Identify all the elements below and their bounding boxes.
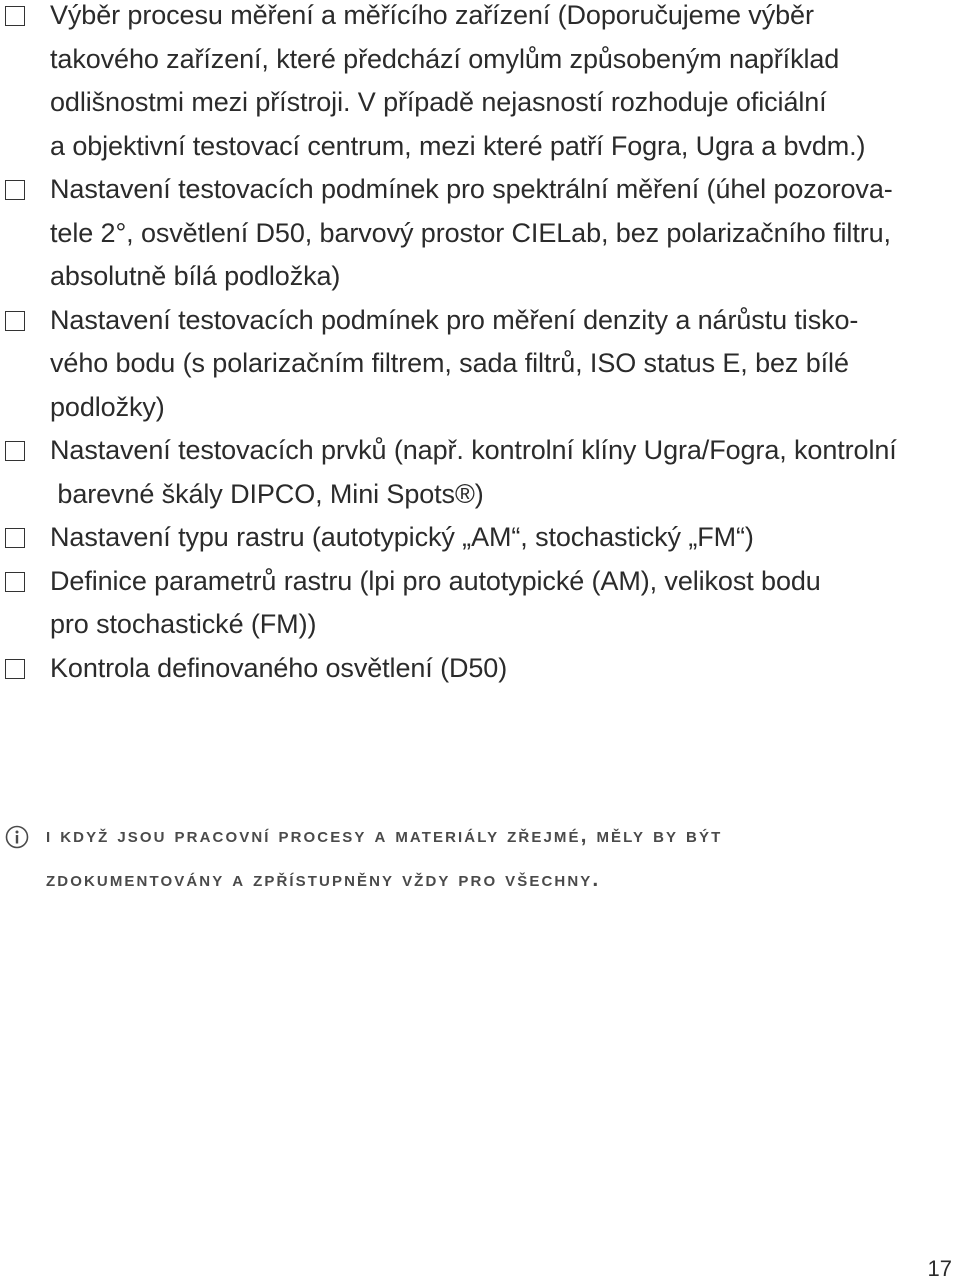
checkbox[interactable] (5, 528, 25, 548)
checkbox[interactable] (5, 572, 25, 592)
checklist-item (0, 560, 960, 647)
item-text-line: Nastavení testovacích podmínek pro měření denzity a nárůstu tisko- (50, 304, 859, 335)
item-text-line: Kontrola definovaného osvětlení (D50) (50, 652, 508, 683)
item-text-line: a objektivní testovací centrum, mezi které patří Fogra, Ugra a bvdm.) (50, 130, 866, 161)
checklist-item (0, 0, 960, 168)
item-text-line: barevné škály DIPCO, Mini Spots®) (50, 478, 484, 509)
checkbox[interactable] (5, 659, 25, 679)
item-text-line: Výběr procesu měření a měřícího zařízení (Doporučujeme výběr (50, 0, 814, 30)
note-text-line: zdokumentovány a zpřístupněny vždy pro všechny. (46, 868, 601, 891)
item-text-line: absolutně bílá podložka) (50, 261, 341, 291)
item-text-line: Nastavení testovacích prvků (např. kontrolní klíny Ugra/Fogra, kontrolní (50, 435, 897, 465)
checkbox[interactable] (5, 311, 25, 331)
checkbox[interactable] (5, 180, 25, 200)
item-text-line: takového zařízení, které předchází omylům způsobeným například (50, 43, 840, 74)
item-text-line: Nastavení testovacích podmínek pro spektrální měření (úhel pozorova- (50, 174, 893, 204)
checklist-item (0, 516, 960, 560)
item-text-line: Definice parametrů rastru (lpi pro autotypické (AM), velikost bodu (50, 565, 821, 596)
checkbox[interactable] (5, 6, 25, 26)
checklist-item (0, 429, 960, 516)
item-text-line: podložky) (50, 391, 165, 422)
item-text-line: pro stochastické (FM)) (50, 609, 317, 639)
checklist-item (0, 647, 960, 691)
info-icon (5, 825, 29, 849)
checkbox[interactable] (5, 441, 25, 461)
page-number: 17 (927, 1256, 952, 1281)
item-text-line: Nastavení typu rastru (autotypický „AM“, stochastický „FM“) (50, 522, 754, 552)
note-text-line: i když jsou pracovní procesy a materiály zřejmé, měly by být (46, 824, 723, 847)
checklist-item (0, 168, 960, 299)
item-text-line: tele 2°, osvětlení D50, barvový prostor CIELab, bez polarizačního filtru, (50, 217, 891, 248)
item-text-line: odlišnostmi mezi přístroji. V případě nejasností rozhoduje oficiální (50, 87, 827, 117)
item-text-line: vého bodu (s polarizačním filtrem, sada filtrů, ISO status E, bez bílé (50, 348, 849, 378)
checklist-item (0, 299, 960, 430)
